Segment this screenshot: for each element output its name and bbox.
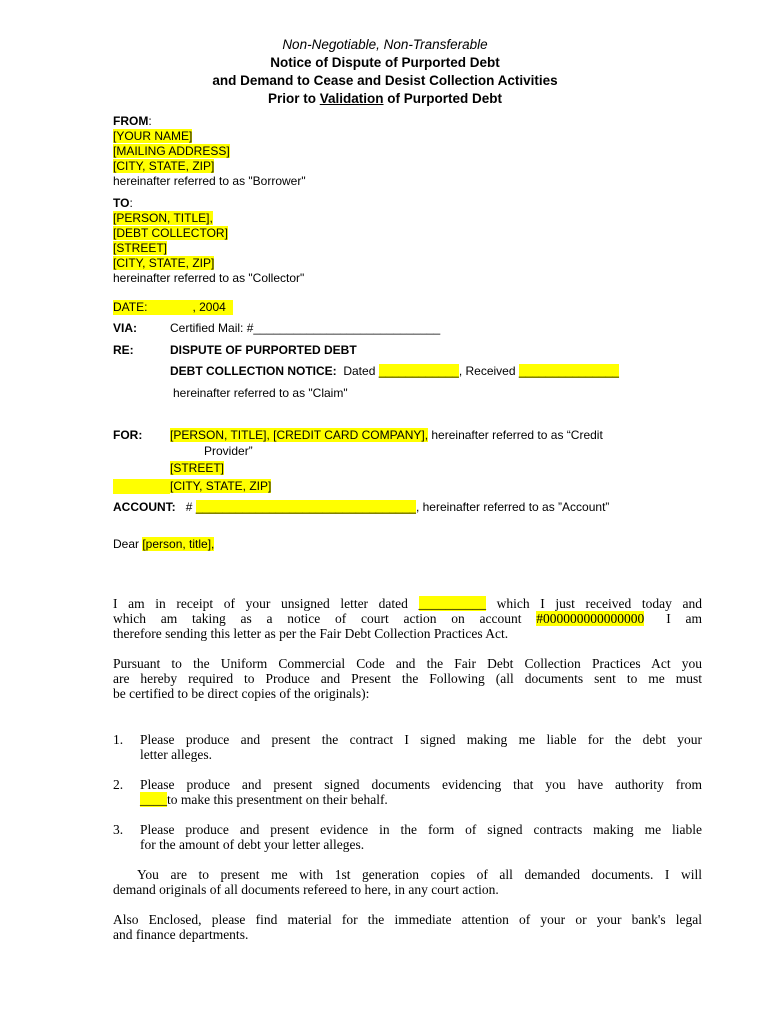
for-city-line [113, 479, 271, 494]
from-name-line [113, 129, 192, 144]
date-value: , 2004 [192, 300, 226, 314]
document-title-line3 [0, 90, 770, 108]
for-street-line [170, 461, 224, 476]
from-city: [CITY, STATE, ZIP] [113, 159, 215, 173]
re-line1: DISPUTE OF PURPORTED DEBT [170, 343, 357, 357]
salutation-dear: Dear [113, 537, 143, 551]
from-label-line [113, 114, 152, 129]
from-colon: : [148, 114, 152, 128]
date-label: DATE: [113, 300, 148, 314]
re-dated-label: Dated [343, 364, 376, 378]
account-label: ACCOUNT: [113, 500, 176, 514]
account-referred: , hereinafter referred to as ”Account” [415, 500, 610, 514]
to-city: [CITY, STATE, ZIP] [113, 256, 215, 270]
body-paragraph-1 [113, 596, 702, 641]
date-line [113, 300, 233, 315]
from-referred: hereinafter referred to as "Borrower" [113, 174, 306, 188]
for-referred-a: hereinafter referred to as “Credit [428, 428, 603, 442]
to-collector: [DEBT COLLECTOR] [113, 226, 228, 240]
re-received-label: , Received [458, 364, 516, 378]
to-colon: : [129, 196, 133, 210]
title-validation-word: Validation [319, 91, 384, 106]
to-street-line [113, 241, 167, 256]
for-city-highlight-pad [113, 479, 170, 494]
for-street: [STREET] [170, 461, 225, 475]
p1-line2: which am taking as a notice of court action on account #000000000000000 I am [113, 611, 702, 626]
to-referred: hereinafter referred to as "Collector" [113, 271, 305, 285]
account-blank: _________________________________ [195, 500, 416, 514]
from-address-line [113, 144, 230, 159]
body-paragraph-2 [113, 656, 702, 701]
list-item-3: Please produce and present evidence in the form of signed contracts making me liable for the amount of debt your letter alleges. [140, 822, 702, 852]
list-item-2-blank: ____ [140, 792, 167, 807]
list-item-2-number: 2. [113, 777, 124, 792]
list-item-2: Please produce and present signed documents evidencing that you have authority from ____to make this presentment on their behalf. [140, 777, 702, 807]
to-city-line [113, 256, 214, 271]
p1-line3: therefore sending this letter as per the Fair Debt Collection Practices Act. [113, 626, 509, 641]
from-address: [MAILING ADDRESS] [113, 144, 230, 158]
p2-line1: Pursuant to the Uniform Commercial Code and the Fair Debt Collection Practices Act you [113, 656, 702, 671]
for-referred-b: Provider” [204, 444, 253, 458]
re-notice-label: DEBT COLLECTION NOTICE: [170, 364, 337, 378]
for-company: [PERSON, TITLE], [CREDIT CARD COMPANY], [170, 428, 429, 442]
from-name: [YOUR NAME] [113, 129, 193, 143]
closing-paragraph-1: You are to present me with 1st generation copies of all demanded documents. I will demand originals of all documents refereed to here, in any court action. [113, 867, 702, 897]
date-highlight [113, 300, 233, 315]
salutation [113, 537, 214, 552]
to-label-line [113, 196, 133, 211]
to-collector-line [113, 226, 228, 241]
title-prefix: Prior to [267, 91, 320, 106]
re-dated-blank: ____________ [378, 364, 459, 378]
p2-line3: be certified to be direct copies of the originals): [113, 686, 370, 701]
document-subtitle: Non-Negotiable, Non-Transferable [282, 37, 488, 52]
p2-line2: are hereby required to Produce and Present the Following (all documents sent to me must [113, 671, 702, 686]
list-item-1-number: 1. [113, 732, 124, 747]
list-item-3-number: 3. [113, 822, 124, 837]
via-label: VIA: [113, 321, 137, 335]
from-label: FROM [113, 114, 149, 128]
list-item-1: Please produce and present the contract I signed making me liable for the debt your letter alleges. [140, 732, 702, 762]
for-city: [CITY, STATE, ZIP] [170, 479, 272, 493]
account-hash: # [185, 500, 193, 514]
re-received-blank: _______________ [518, 364, 619, 378]
document-title-line1: Notice of Dispute of Purported Debt [270, 55, 500, 70]
p1-line1: I am in receipt of your unsigned letter dated __________ which I just received today and [113, 596, 702, 611]
re-label: RE: [113, 343, 134, 357]
p1-date-blank: __________ [418, 596, 487, 611]
re-notice-line [170, 364, 619, 379]
for-label: FOR: [113, 428, 143, 442]
to-person: [PERSON, TITLE], [113, 211, 213, 225]
closing-paragraph-2: Also Enclosed, please find material for the immediate attention of your or your bank's legal and finance departments. [113, 912, 702, 942]
re-referred: hereinafter referred to as "Claim" [173, 386, 348, 400]
title-suffix: of Purported Debt [383, 91, 503, 106]
to-label: TO [113, 196, 130, 210]
account-line [113, 500, 609, 515]
to-street: [STREET] [113, 241, 168, 255]
via-value: Certified Mail: #____________________________ [170, 321, 441, 335]
to-person-line [113, 211, 213, 226]
p1-account-number: #000000000000000 [536, 611, 645, 626]
salutation-name: [person, title], [142, 537, 215, 551]
document-title-line2: and Demand to Cease and Desist Collection Activities [212, 73, 558, 88]
from-city-line [113, 159, 214, 174]
for-company-line [170, 428, 603, 443]
